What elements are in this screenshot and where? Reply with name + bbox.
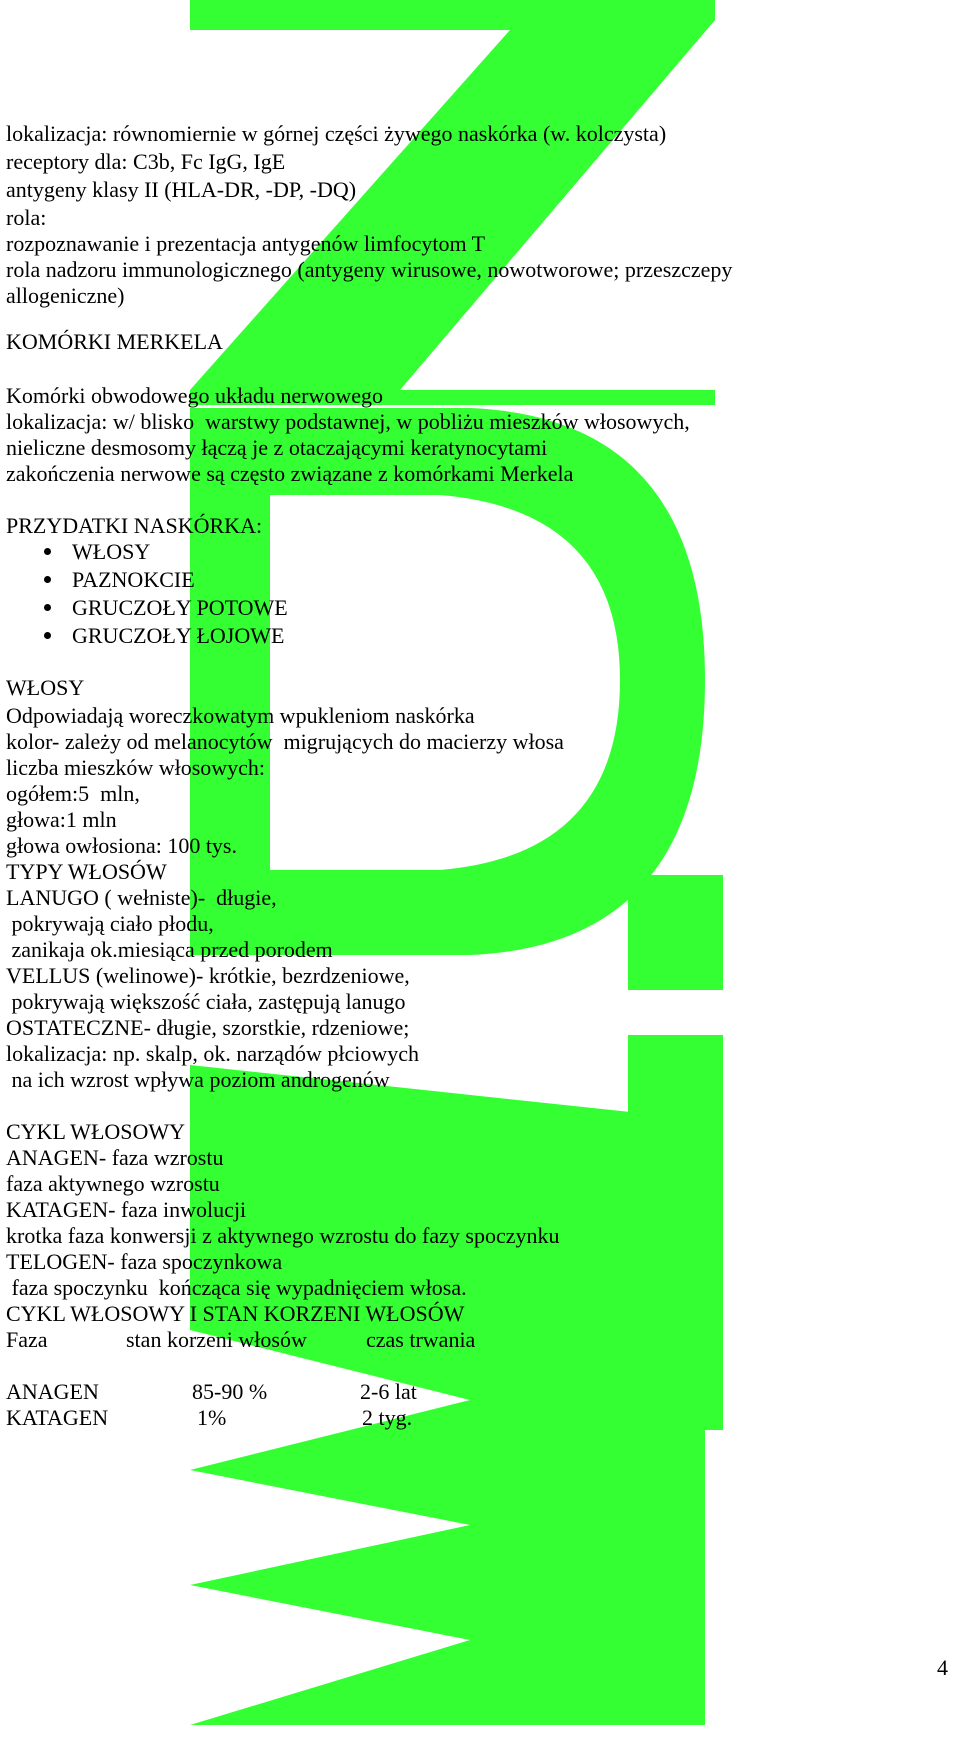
page-number: 4 bbox=[937, 1655, 948, 1680]
text-line: ANAGEN- faza wzrostu bbox=[6, 1145, 224, 1170]
text-line: antygeny klasy II (HLA-DR, -DP, -DQ) bbox=[6, 177, 357, 202]
table-cell: 1% bbox=[197, 1405, 227, 1430]
table-cell: 85-90 % bbox=[192, 1379, 268, 1404]
text-line: rola nadzoru immunologicznego (antygeny wirusowe, nowotworowe; przeszczepy bbox=[6, 257, 733, 282]
text-line: rozpoznawanie i prezentacja antygenów limfocytom T bbox=[6, 231, 486, 256]
text-line: VELLUS (welinowe)- krótkie, bezrdzeniowe, bbox=[6, 963, 410, 988]
text-line: lokalizacja: np. skalp, ok. narządów płciowych bbox=[6, 1041, 419, 1066]
table-header-cell: stan korzeni włosów bbox=[126, 1327, 307, 1352]
section-heading: CYKL WŁOSOWY bbox=[6, 1119, 186, 1144]
text-line: krotka faza konwersji z aktywnego wzrostu do fazy spoczynku bbox=[6, 1223, 560, 1248]
list-item: WŁOSY bbox=[72, 539, 151, 564]
text-line: ogółem:5 mln, bbox=[6, 781, 140, 806]
text-line: LANUGO ( wełniste)- długie, bbox=[6, 885, 277, 910]
section-heading: KOMÓRKI MERKELA bbox=[6, 329, 223, 354]
text-line: liczba mieszków włosowych: bbox=[6, 755, 266, 780]
text-line: KATAGEN- faza inwolucji bbox=[6, 1197, 247, 1222]
text-line: faza aktywnego wzrostu bbox=[6, 1171, 220, 1196]
text-line: receptory dla: C3b, Fc IgG, IgE bbox=[6, 149, 286, 174]
text-line: zakończenia nerwowe są często związane z komórkami Merkela bbox=[6, 461, 574, 486]
table-header-cell: czas trwania bbox=[366, 1327, 476, 1352]
text-line: nieliczne desmosomy łączą je z otaczającymi keratynocytami bbox=[6, 435, 548, 460]
text-line: lokalizacja: w/ blisko warstwy podstawnej, w pobliżu mieszków włosowych, bbox=[6, 409, 690, 434]
text-line: kolor- zależy od melanocytów migrujących do macierzy włosa bbox=[6, 729, 564, 754]
table-cell: 2-6 lat bbox=[360, 1379, 417, 1404]
table-cell: KATAGEN bbox=[6, 1405, 109, 1430]
text-line: głowa:1 mln bbox=[6, 807, 117, 832]
text-line: pokrywają większość ciała, zastępują lanugo bbox=[6, 989, 406, 1014]
table-header-cell: Faza bbox=[6, 1327, 48, 1352]
bullet-icon bbox=[44, 576, 51, 583]
bullet-icon bbox=[44, 604, 51, 611]
text-line: na ich wzrost wpływa poziom androgenów bbox=[6, 1067, 390, 1092]
bullet-icon bbox=[44, 548, 51, 555]
list-item: GRUCZOŁY POTOWE bbox=[72, 595, 288, 620]
section-heading: PRZYDATKI NASKÓRKA: bbox=[6, 513, 263, 538]
text-line: OSTATECZNE- długie, szorstkie, rdzeniowe; bbox=[6, 1015, 410, 1040]
section-heading: CYKL WŁOSOWY I STAN KORZENI WŁOSÓW bbox=[6, 1301, 465, 1326]
text-line: głowa owłosiona: 100 tys. bbox=[6, 833, 237, 858]
text-line: allogeniczne) bbox=[6, 283, 125, 308]
text-line: Odpowiadają woreczkowatym wpukleniom naskórka bbox=[6, 703, 475, 728]
list-item: PAZNOKCIE bbox=[72, 567, 195, 592]
text-line: lokalizacja: równomiernie w górnej części żywego naskórka (w. kolczysta) bbox=[6, 121, 667, 146]
bullet-icon bbox=[44, 632, 51, 639]
text-line: pokrywają ciało płodu, bbox=[6, 911, 214, 936]
text-line: faza spoczynku kończąca się wypadnięciem włosa. bbox=[6, 1275, 467, 1300]
section-heading: WŁOSY bbox=[6, 675, 85, 700]
table-cell: 2 tyg. bbox=[362, 1405, 413, 1430]
table-cell: ANAGEN bbox=[6, 1379, 99, 1404]
text-line: rola: bbox=[6, 205, 47, 230]
text-line: Komórki obwodowego układu nerwowego bbox=[6, 383, 383, 408]
section-heading: TYPY WŁOSÓW bbox=[6, 859, 167, 884]
text-line: zanikaja ok.miesiąca przed porodem bbox=[6, 937, 333, 962]
text-line: TELOGEN- faza spoczynkowa bbox=[6, 1249, 283, 1274]
list-item: GRUCZOŁY ŁOJOWE bbox=[72, 623, 285, 648]
